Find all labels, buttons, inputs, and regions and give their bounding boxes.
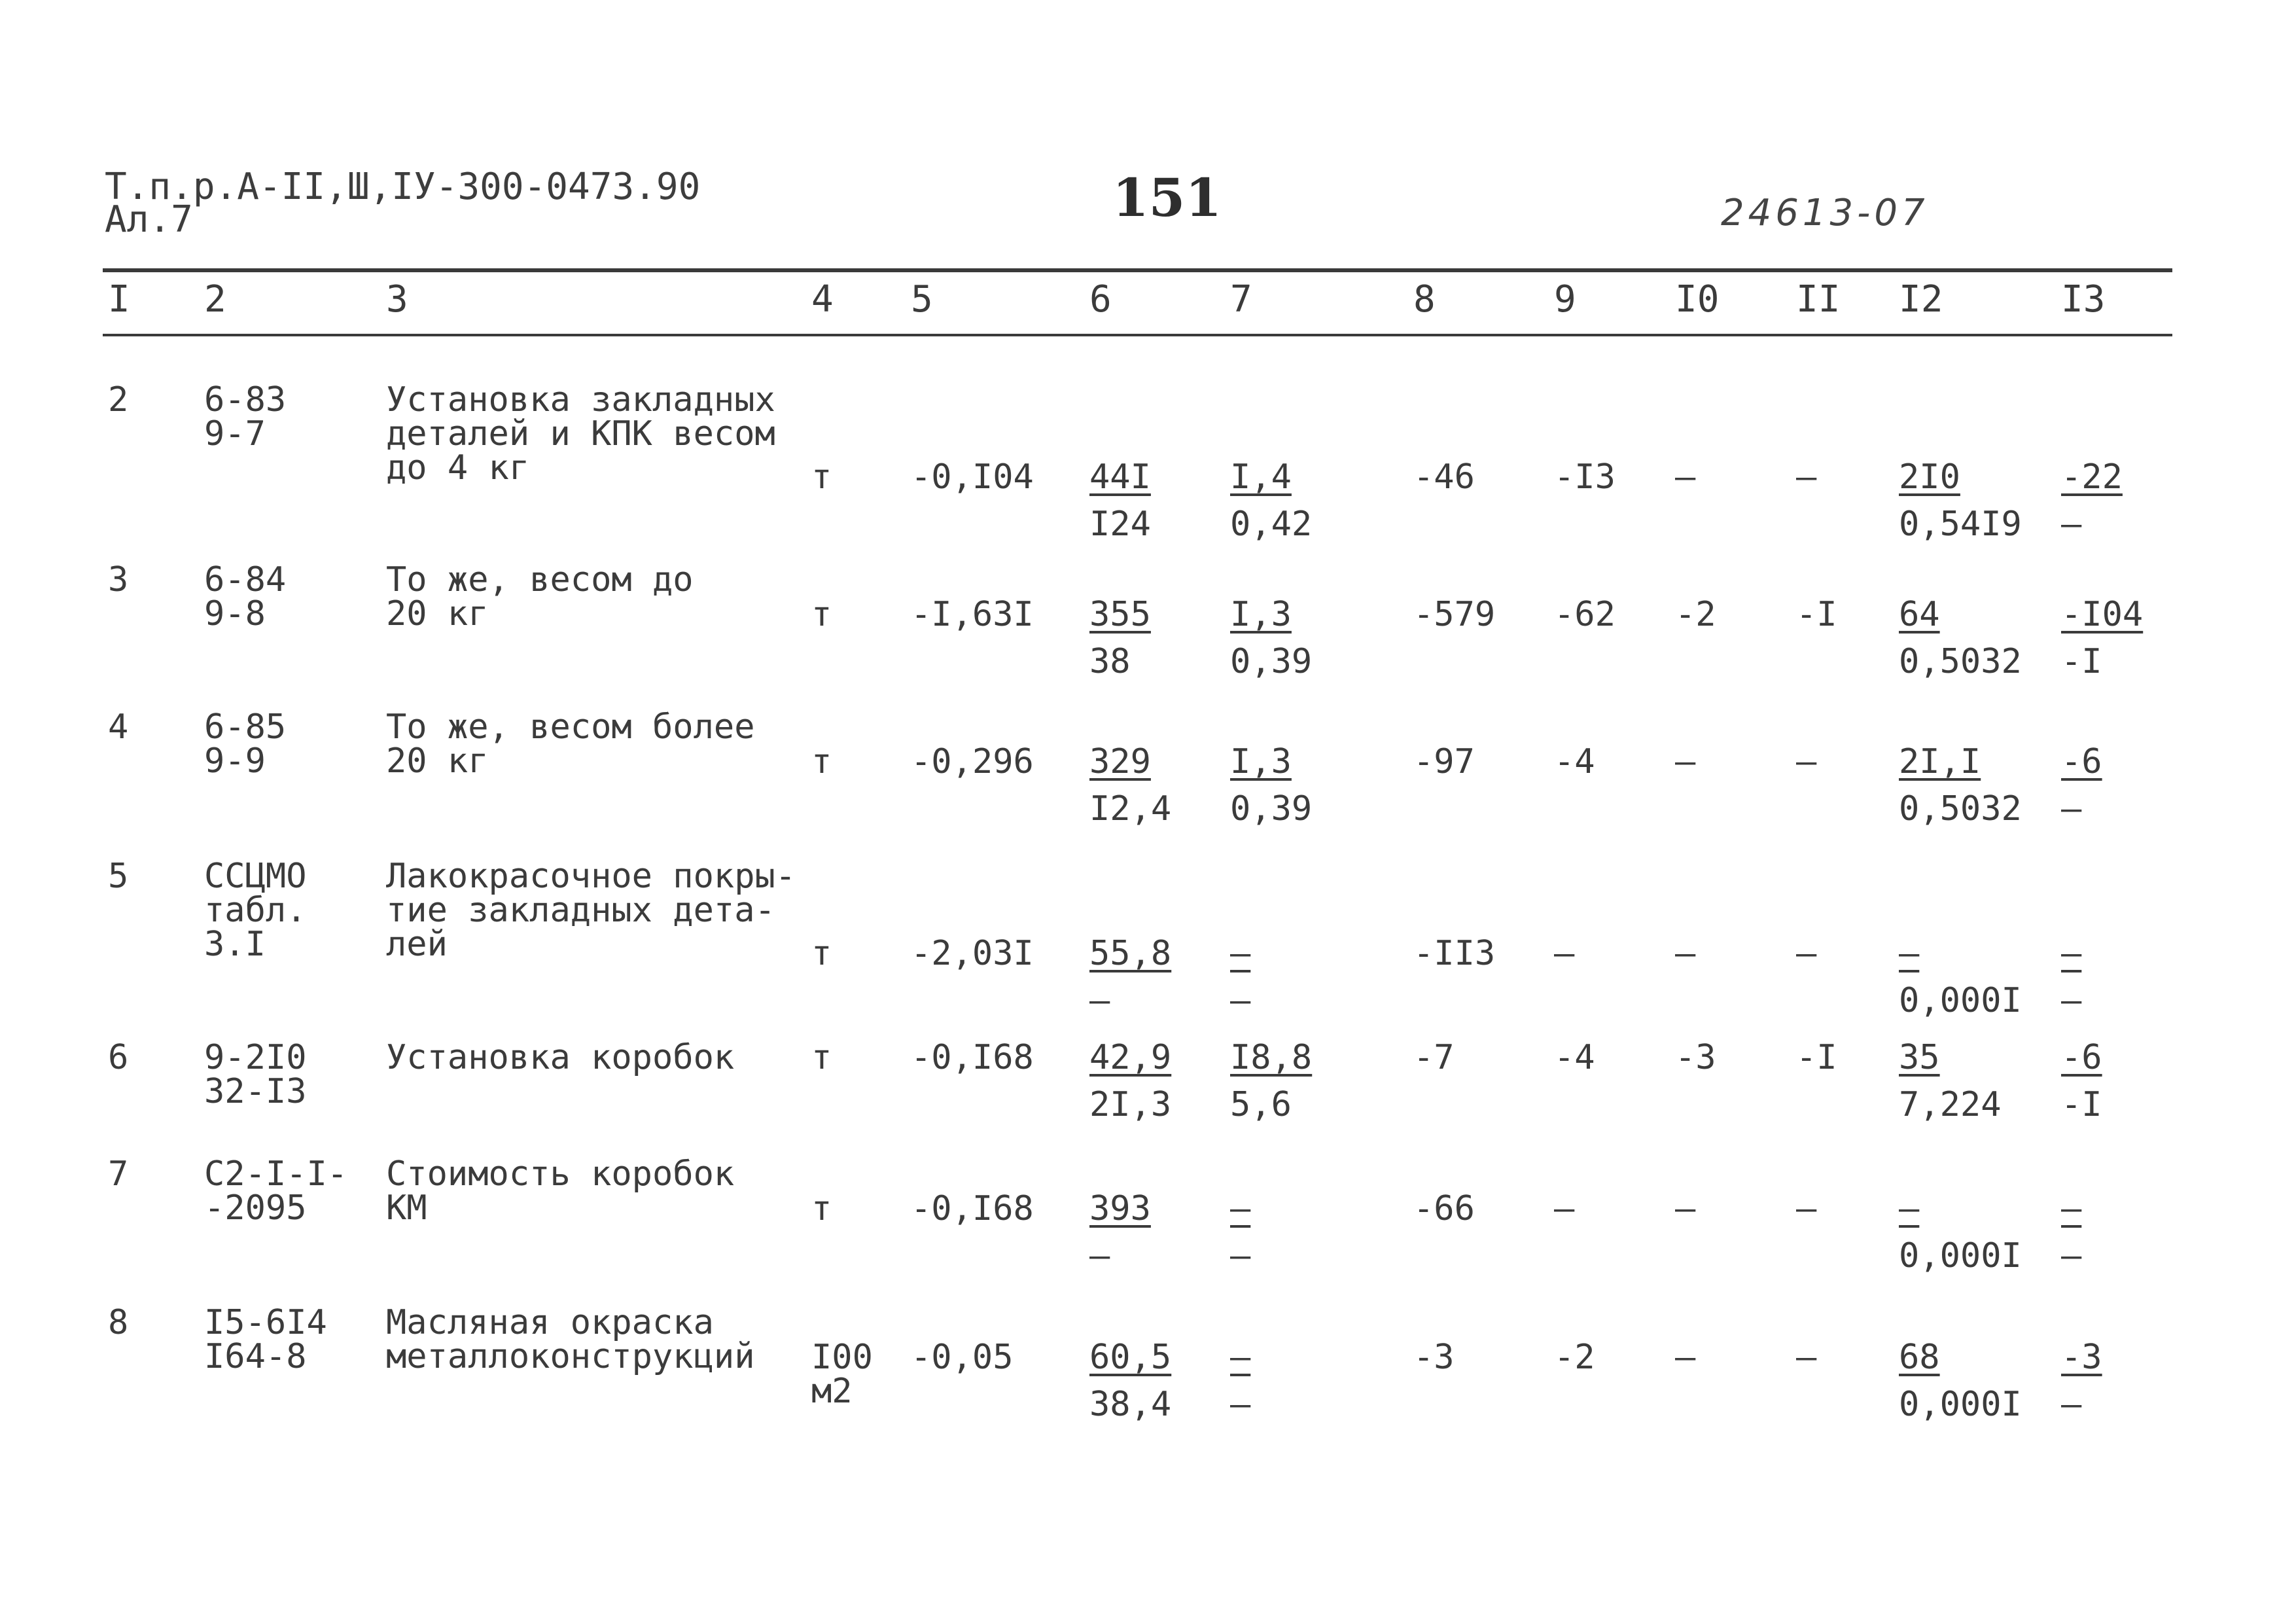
col13-top-value: -6: [2061, 1038, 2102, 1077]
col12-top-value: 35: [1899, 1038, 1940, 1077]
document-code: Т.п.р.А-II,Ш,IУ-300-0473.90: [105, 166, 701, 208]
rate-code: 6-85 9-9: [204, 707, 287, 781]
col12-bottom-value: 0,000I: [1899, 1236, 2022, 1275]
col10-value: –: [1675, 1338, 1696, 1377]
col7-top-value: –: [1230, 1338, 1251, 1377]
col9-value: -4: [1554, 742, 1595, 781]
column-header-1: I: [108, 278, 130, 321]
page-number: 151: [1112, 167, 1222, 228]
quantity: -2,03I: [911, 934, 1034, 973]
col6-bottom-value: –: [1089, 1236, 1110, 1275]
col7-top-value: –: [1230, 934, 1251, 973]
col7-bottom-value: –: [1230, 1385, 1251, 1424]
col13-bottom-value: -I: [2061, 1085, 2102, 1124]
work-description: Масляная окраска металлоконструкций: [386, 1303, 755, 1376]
col13-top-value: -6: [2061, 742, 2102, 781]
reference-number: 24613-07: [1721, 192, 1929, 234]
col12-top-value: 68: [1899, 1338, 1940, 1377]
col13-top-value: -22: [2061, 457, 2123, 497]
col12-bottom-value: 0,54I9: [1899, 505, 2022, 544]
row-number: 8: [108, 1303, 129, 1342]
table-header-rule: [103, 334, 2172, 336]
col10-value: –: [1675, 1189, 1696, 1228]
col7-top-value: –: [1230, 1189, 1251, 1228]
col11-value: –: [1796, 934, 1817, 973]
col6-top-value: 60,5: [1089, 1338, 1172, 1377]
row-number: 2: [108, 380, 129, 419]
unit: I00 м2: [811, 1338, 873, 1411]
col13-bottom-value: –: [2061, 981, 2082, 1020]
col12-bottom-value: 0,5032: [1899, 789, 2022, 829]
col6-top-value: 55,8: [1089, 934, 1172, 973]
rate-code: 6-83 9-7: [204, 380, 287, 454]
rate-code: I5-6I4 I64-8: [204, 1303, 327, 1376]
quantity: -0,05: [911, 1338, 1014, 1377]
unit: т: [811, 1189, 832, 1228]
col7-bottom-value: 0,39: [1230, 789, 1313, 829]
col12-bottom-value: 7,224: [1899, 1085, 2002, 1124]
unit: т: [811, 1038, 832, 1077]
col12-bottom-value: 0,000I: [1899, 981, 2022, 1020]
col9-value: –: [1554, 934, 1575, 973]
col6-bottom-value: –: [1089, 981, 1110, 1020]
column-header-3: 3: [386, 278, 408, 321]
column-header-5: 5: [911, 278, 933, 321]
row-number: 4: [108, 707, 129, 747]
col9-value: -2: [1554, 1338, 1595, 1377]
quantity: -0,I04: [911, 457, 1034, 497]
col8-value: -3: [1413, 1338, 1455, 1377]
col7-bottom-value: 0,42: [1230, 505, 1313, 544]
col9-value: -62: [1554, 595, 1616, 634]
column-header-11: II: [1796, 278, 1841, 321]
table-top-rule: [103, 268, 2172, 272]
row-number: 3: [108, 560, 129, 599]
col13-top-value: -3: [2061, 1338, 2102, 1377]
rate-code: 6-84 9-8: [204, 560, 287, 633]
col7-bottom-value: 0,39: [1230, 642, 1313, 681]
col6-top-value: 329: [1089, 742, 1151, 781]
sheet-label: Ал.7: [105, 198, 193, 241]
quantity: -0,I68: [911, 1038, 1034, 1077]
col13-bottom-value: –: [2061, 505, 2082, 544]
row-number: 5: [108, 857, 129, 896]
col7-top-value: I8,8: [1230, 1038, 1313, 1077]
col6-bottom-value: 38: [1089, 642, 1131, 681]
rate-code: С2-I-I- -2095: [204, 1154, 348, 1228]
unit: т: [811, 742, 832, 781]
col13-top-value: -I04: [2061, 595, 2144, 634]
col8-value: -579: [1413, 595, 1496, 634]
work-description: То же, весом более 20 кг: [386, 707, 755, 781]
col6-top-value: 355: [1089, 595, 1151, 634]
column-header-12: I2: [1899, 278, 1943, 321]
col10-value: –: [1675, 934, 1696, 973]
work-description: То же, весом до 20 кг: [386, 560, 694, 633]
col6-top-value: 393: [1089, 1189, 1151, 1228]
col13-top-value: –: [2061, 1189, 2082, 1228]
col11-value: –: [1796, 742, 1817, 781]
col10-value: -2: [1675, 595, 1716, 634]
col10-value: –: [1675, 457, 1696, 497]
col6-top-value: 44I: [1089, 457, 1151, 497]
col12-top-value: 64: [1899, 595, 1940, 634]
column-header-8: 8: [1413, 278, 1436, 321]
col12-top-value: 2I0: [1899, 457, 1960, 497]
col8-value: -46: [1413, 457, 1475, 497]
col6-bottom-value: I2,4: [1089, 789, 1172, 829]
work-description: Стоимость коробок КМ: [386, 1154, 735, 1228]
work-description: Установка закладных деталей и КПК весом до 4 кг: [386, 380, 775, 488]
col13-bottom-value: –: [2061, 1236, 2082, 1275]
column-header-6: 6: [1089, 278, 1112, 321]
unit: т: [811, 457, 832, 497]
quantity: -0,I68: [911, 1189, 1034, 1228]
work-description: Установка коробок: [386, 1038, 735, 1077]
col9-value: -4: [1554, 1038, 1595, 1077]
col6-bottom-value: 38,4: [1089, 1385, 1172, 1424]
column-header-13: I3: [2061, 278, 2106, 321]
col7-top-value: I,4: [1230, 457, 1292, 497]
col12-bottom-value: 0,000I: [1899, 1385, 2022, 1424]
rate-code: ССЦМО табл. 3.I: [204, 857, 307, 964]
col11-value: -I: [1796, 595, 1837, 634]
col7-bottom-value: 5,6: [1230, 1085, 1292, 1124]
col11-value: –: [1796, 1338, 1817, 1377]
col9-value: –: [1554, 1189, 1575, 1228]
col8-value: -66: [1413, 1189, 1475, 1228]
col12-top-value: –: [1899, 1189, 1920, 1228]
column-header-7: 7: [1230, 278, 1252, 321]
unit: т: [811, 934, 832, 973]
col6-bottom-value: 2I,3: [1089, 1085, 1172, 1124]
col8-value: -7: [1413, 1038, 1455, 1077]
quantity: -I,63I: [911, 595, 1034, 634]
work-description: Лакокрасочное покры- тие закладных дета- лей: [386, 857, 796, 964]
column-header-9: 9: [1554, 278, 1576, 321]
col8-value: -97: [1413, 742, 1475, 781]
col6-bottom-value: I24: [1089, 505, 1151, 544]
col9-value: -I3: [1554, 457, 1616, 497]
col10-value: –: [1675, 742, 1696, 781]
row-number: 7: [108, 1154, 129, 1194]
col12-top-value: –: [1899, 934, 1920, 973]
col10-value: -3: [1675, 1038, 1716, 1077]
column-header-4: 4: [811, 278, 834, 321]
rate-code: 9-2I0 32-I3: [204, 1038, 307, 1111]
col13-bottom-value: –: [2061, 789, 2082, 829]
col7-top-value: I,3: [1230, 595, 1292, 634]
col8-value: -II3: [1413, 934, 1496, 973]
col12-bottom-value: 0,5032: [1899, 642, 2022, 681]
row-number: 6: [108, 1038, 129, 1077]
col11-value: –: [1796, 457, 1817, 497]
col12-top-value: 2I,I: [1899, 742, 1981, 781]
col7-bottom-value: –: [1230, 981, 1251, 1020]
col6-top-value: 42,9: [1089, 1038, 1172, 1077]
col13-bottom-value: –: [2061, 1385, 2082, 1424]
column-header-10: I0: [1675, 278, 1720, 321]
unit: т: [811, 595, 832, 634]
col13-bottom-value: -I: [2061, 642, 2102, 681]
quantity: -0,296: [911, 742, 1034, 781]
col13-top-value: –: [2061, 934, 2082, 973]
column-header-2: 2: [204, 278, 226, 321]
col7-bottom-value: –: [1230, 1236, 1251, 1275]
col7-top-value: I,3: [1230, 742, 1292, 781]
col11-value: -I: [1796, 1038, 1837, 1077]
col11-value: –: [1796, 1189, 1817, 1228]
